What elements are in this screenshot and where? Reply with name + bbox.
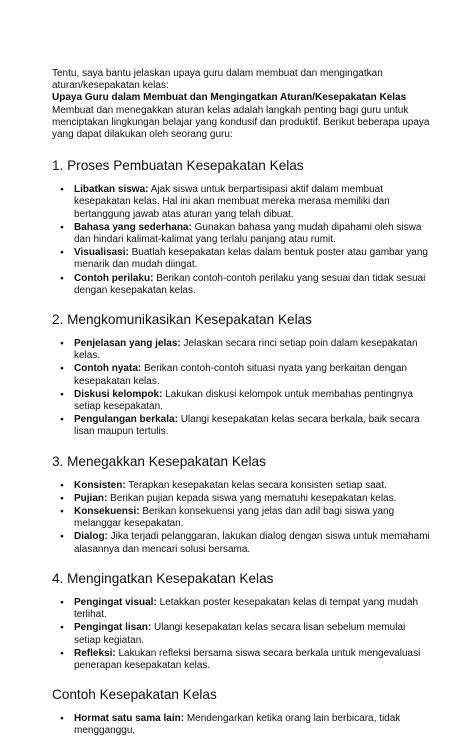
list-item-text: Jelaskan secara rinci setiap poin dalam kesepakatan kelas. <box>74 338 418 362</box>
list-item <box>52 247 434 271</box>
list-item-text: Ulangi kesepakatan kelas secara lisan sebelum memulai setiap kegiatan. <box>74 622 406 646</box>
list-item-text: Berikan pujian kepada siswa yang mematuhi kesepakatan kelas. <box>107 492 397 504</box>
list-item-term: Pengulangan berkala: <box>74 414 178 426</box>
section-heading: 1. Proses Pembuatan Kesepakatan Kelas <box>52 158 304 174</box>
list-item <box>52 389 434 413</box>
section-heading: Contoh Kesepakatan Kelas <box>52 687 217 703</box>
list-item-text: Berikan contoh-contoh perilaku yang sesuai dan tidak sesuai dengan kesepakatan kelas. <box>74 272 426 296</box>
list-item-term: Contoh nyata: <box>74 363 142 375</box>
list-item <box>52 493 434 505</box>
list-item-text: Letakkan poster kesepakatan kelas di tempat yang mudah terlihat. <box>74 596 419 621</box>
section-list <box>52 713 434 737</box>
list-item <box>52 338 434 362</box>
list-item-text: Berikan contoh-contoh situasi nyata yang berkaitan dengan kesepakatan kelas. <box>74 363 407 387</box>
section-list <box>52 338 434 439</box>
list-item <box>52 222 434 246</box>
list-item-text: Terapkan kesepakatan kelas secara konsisten setiap saat. <box>125 479 387 491</box>
list-item <box>52 363 434 387</box>
list-item-text: Ajak siswa untuk berpartisipasi aktif dalam membuat kesepakatan kelas. Hal ini akan membuat mereka merasa memiliki dan bertanggung jawab atas aturan yang telah dibuat. <box>74 184 390 220</box>
section-heading: 2. Mengkomunikasikan Kesepakatan Kelas <box>52 312 312 328</box>
list-item <box>52 184 434 221</box>
list-item-term: Bahasa yang sederhana: <box>74 221 192 233</box>
list-item-term: Visualisasi: <box>74 247 129 259</box>
list-item-term: Hormat satu sama lain: <box>74 713 185 725</box>
list-item <box>52 506 434 530</box>
list-item-text: Berikan konsekuensi yang jelas dan adil bagi siswa yang melanggar kesepakatan. <box>74 506 395 530</box>
list-item-term: Contoh perilaku: <box>74 272 154 284</box>
list-item <box>52 648 434 672</box>
list-item-term: Pengingat visual: <box>74 596 157 608</box>
list-item-term: Konsisten: <box>74 479 126 491</box>
section-heading: 4. Mengingatkan Kesepakatan Kelas <box>52 570 274 586</box>
list-item-term: Libatkan siswa: <box>74 184 149 196</box>
list-item-term: Diskusi kelompok: <box>74 388 163 400</box>
list-item-term: Pujian: <box>74 492 108 504</box>
list-item <box>52 414 434 438</box>
list-item <box>52 713 434 737</box>
section-list <box>52 480 434 556</box>
section-heading: 3. Menegakkan Kesepakatan Kelas <box>52 453 266 469</box>
list-item-text: Ulangi kesepakatan kelas secara berkala, baik secara lisan maupun tertulis. <box>74 414 420 438</box>
list-item-text: Mendengarkan ketika orang lain berbicara, tidak mengganggu, <box>74 713 401 737</box>
list-item <box>52 597 434 621</box>
list-item-text: Jika terjadi pelanggaran, lakukan dialog dengan siswa untuk memahami alasannya dan mencari solusi bersama. <box>74 531 430 555</box>
list-item-term: Konsekuensi: <box>74 506 140 518</box>
list-item <box>52 273 434 297</box>
list-item-term: Refleksi: <box>74 647 116 659</box>
list-item-text: Buatlah kesepakatan kelas dalam bentuk poster atau gambar yang menarik dan mudah diingat. <box>74 247 428 271</box>
list-item-text: Lakukan refleksi bersama siswa secara berkala untuk mengevaluasi penerapan kesepakatan kelas. <box>74 647 421 671</box>
list-item-text: Gunakan bahasa yang mudah dipahami oleh siswa dan hindari kalimat-kalimat yang terlalu panjang atau rumit. <box>74 221 422 246</box>
list-item-term: Pengingat lisan: <box>74 622 152 634</box>
document-title: Upaya Guru dalam Membuat dan Mengingatkan Aturan/Kesepakatan Kelas <box>52 92 407 104</box>
sections-container <box>52 158 434 737</box>
intro-text: Tentu, saya bantu jelaskan upaya guru dalam membuat dan mengingatkan aturan/kesepakatan kelas: <box>52 68 383 92</box>
list-item-term: Dialog: <box>74 531 108 543</box>
section-list <box>52 184 434 297</box>
section-list <box>52 597 434 672</box>
document-lead: Membuat dan menegakkan aturan kelas adalah langkah penting bagi guru untuk menciptakan lingkungan belajar yang kondusif dan produktif. Berikut beberapa upaya yang dapat dilakukan oleh seorang guru: <box>52 104 430 141</box>
list-item <box>52 622 434 646</box>
list-item-text: Lakukan diskusi kelompok untuk membahas pentingnya setiap kesepakatan. <box>74 388 414 413</box>
list-item <box>52 480 434 492</box>
list-item-term: Penjelasan yang jelas: <box>74 338 181 350</box>
list-item <box>52 531 434 555</box>
